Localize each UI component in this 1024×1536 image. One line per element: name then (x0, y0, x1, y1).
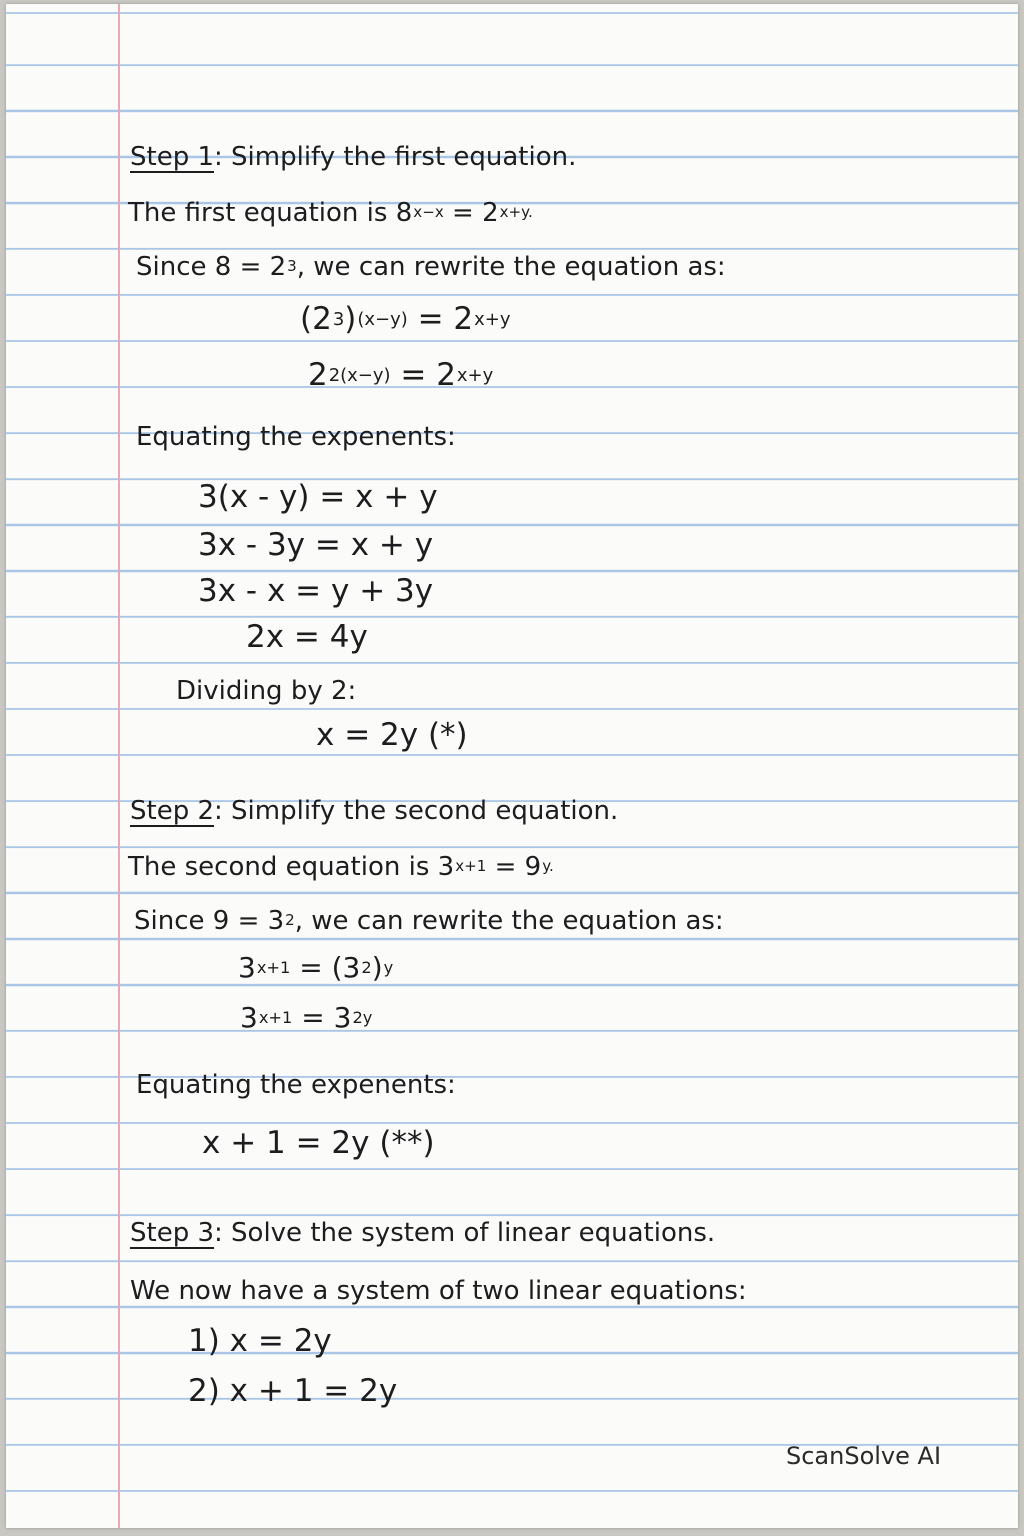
step2-line1-base: 3 (437, 852, 455, 882)
step3-label: Step 3 (130, 1218, 215, 1248)
step1-eq1-mid: = 2 (407, 301, 474, 337)
step1-algebra-line-4: 2x = 4y (246, 619, 368, 655)
step1-line1-text: The first equation is (128, 198, 396, 228)
step1-first-equation-line (128, 200, 533, 226)
step2-since-pre: Since 9 = 3 (134, 906, 285, 936)
step2-eq1-close: ) (371, 951, 383, 984)
step1-heading (130, 144, 576, 170)
step1-line1-mid: = 2 (443, 198, 499, 228)
step1-since-post: , we can rewrite the equation as: (296, 252, 726, 282)
step2-eq1-mid: = (3 (290, 951, 361, 984)
step3-intro: We now have a system of two linear equations: (130, 1276, 747, 1306)
step1-algebra-line-2: 3x - 3y = x + y (198, 527, 434, 563)
step2-eq2-mid: = 3 (292, 1001, 352, 1034)
step2-eq1-exp: x+1 (256, 957, 291, 977)
step1-eq1-exp-inner: 3 (332, 308, 345, 330)
step1-since-exponent: 3 (287, 257, 297, 276)
step1-since-pre: Since 8 = 2 (136, 252, 287, 282)
step3-heading (130, 1220, 715, 1246)
step1-eq2-mid: = 2 (390, 357, 456, 393)
step1-since-line (136, 254, 726, 280)
step2-since-post: , we can rewrite the equation as: (294, 906, 724, 936)
notebook-page (6, 4, 1018, 1528)
step1-title: : Simplify the first equation. (214, 142, 577, 172)
step2-line1-exponent: x+1 (455, 857, 487, 876)
step2-rewrite-eq2 (240, 1001, 373, 1034)
step2-eq2-exp: x+1 (258, 1007, 293, 1027)
step1-eq2-exp-rhs: x+y (456, 364, 494, 386)
step2-eq1-exp-inner: 2 (361, 957, 372, 977)
step1-rewrite-eq2 (308, 357, 494, 393)
step1-eq1-close: ) (344, 301, 357, 337)
step2-line1-mid: = 9 (486, 852, 542, 882)
step2-label: Step 2 (130, 796, 215, 826)
step1-algebra-line-3: 3x - x = y + 3y (198, 573, 434, 609)
step2-result: x + 1 = 2y (**) (202, 1125, 435, 1161)
margin-line (118, 4, 120, 1528)
step1-rewrite-eq1 (300, 301, 511, 337)
step2-line1-exponent-rhs: y. (542, 857, 554, 876)
step2-rewrite-eq1 (238, 951, 394, 984)
step1-eq1-exp-outer: (x−y) (357, 308, 408, 330)
step2-since-line (134, 908, 724, 934)
step2-line1-text: The second equation is (128, 852, 438, 882)
step2-equating-label: Equating the expenents: (136, 1070, 456, 1100)
step1-equating-label: Equating the expenents: (136, 422, 456, 452)
step2-eq1-base: 3 (238, 951, 256, 984)
brand-watermark: ScanSolve AI (786, 1442, 942, 1470)
step1-line1-exponent-rhs: x+y. (499, 203, 533, 222)
step2-heading (130, 798, 618, 824)
step3-title: : Solve the system of linear equations. (214, 1218, 716, 1248)
step3-equation-2: 2) x + 1 = 2y (188, 1373, 398, 1409)
step1-eq2-exp: 2(x−y) (328, 364, 391, 386)
step2-since-exponent: 2 (285, 911, 295, 930)
step1-line1-exponent: x−x (413, 203, 444, 222)
step2-second-equation-line (128, 854, 554, 880)
step2-eq2-exp-rhs: 2y (352, 1007, 373, 1027)
step2-eq1-exp-outer: y (383, 957, 394, 977)
step3-equation-1: 1) x = 2y (188, 1323, 332, 1359)
step1-result: x = 2y (*) (316, 717, 468, 753)
step1-eq1-exp-rhs: x+y (474, 308, 511, 330)
step1-eq2-base: 2 (308, 357, 328, 393)
step1-eq1-pre: (2 (300, 301, 332, 337)
step1-label: Step 1 (130, 142, 215, 172)
step1-dividing-label: Dividing by 2: (176, 676, 357, 706)
step2-title: : Simplify the second equation. (214, 796, 619, 826)
step1-algebra-line-1: 3(x - y) = x + y (198, 479, 438, 515)
step2-eq2-base: 3 (240, 1001, 258, 1034)
step1-line1-base: 8 (395, 198, 413, 228)
